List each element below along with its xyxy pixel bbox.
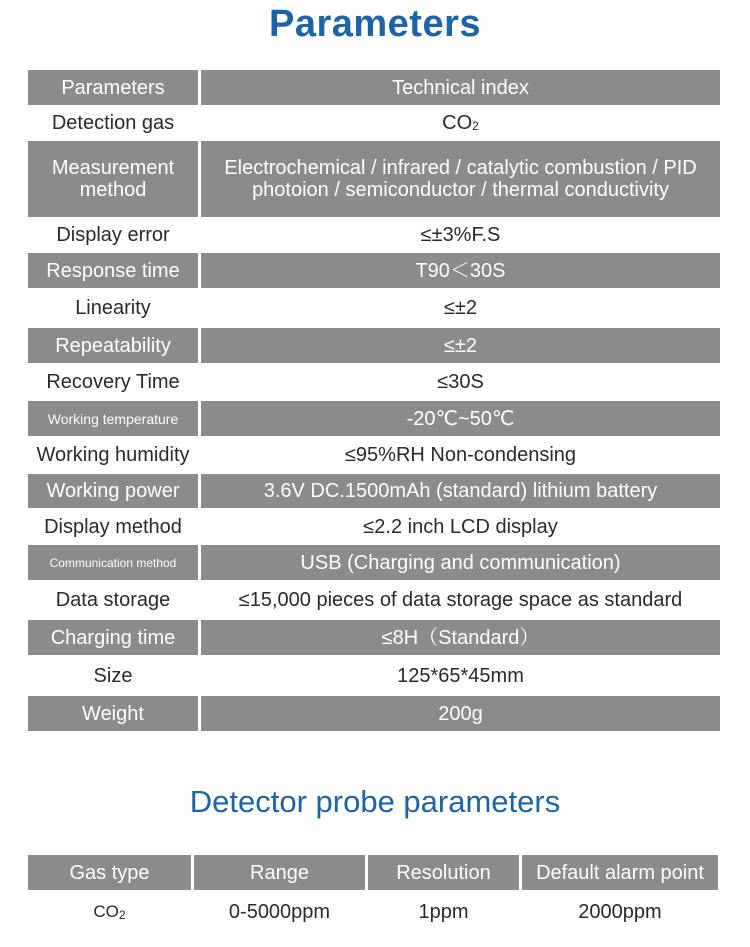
param-key: Size [28, 655, 198, 696]
section-title-probe: Detector probe parameters [189, 784, 561, 819]
probe-gas-subscript: 2 [118, 908, 126, 922]
table-row [28, 217, 720, 253]
param-key: Working humidity [28, 436, 198, 474]
param-value: ≤±3%F.S [201, 217, 720, 253]
table-row [28, 696, 720, 731]
param-value: Electrochemical / infrared / catalytic combustion / PID photoion / semiconductor / thermal conductivity [201, 141, 720, 217]
param-key: Response time [28, 253, 198, 288]
probe-data-row [28, 890, 720, 934]
table-row [28, 474, 720, 508]
probe-resolution: 1ppm [368, 890, 519, 934]
header-resolution: Resolution [368, 855, 519, 890]
table-row [28, 141, 720, 217]
param-value: ≤95%RH Non-condensing [201, 436, 720, 474]
table-row [28, 436, 720, 474]
probe-gas-base: CO [93, 902, 119, 921]
param-key: Repeatability [28, 328, 198, 363]
probe-range: 0-5000ppm [194, 890, 365, 934]
table-row [28, 288, 720, 328]
param-key: Recovery Time [28, 363, 198, 401]
param-value: USB (Charging and communication) [201, 545, 720, 580]
param-key: Linearity [28, 288, 198, 328]
param-key: Working temperature [28, 401, 198, 436]
param-key: Charging time [28, 620, 198, 655]
param-value-base: CO [442, 112, 473, 134]
param-value: ≤±2 [201, 328, 720, 363]
table-row [28, 363, 720, 401]
header-default-alarm-point: Default alarm point [522, 855, 718, 890]
param-value: -20℃~50℃ [201, 401, 720, 436]
probe-header-row [28, 855, 720, 890]
parameters-table [28, 70, 720, 731]
param-key: Working power [28, 474, 198, 508]
table-row [28, 655, 720, 696]
table-row [28, 545, 720, 580]
header-range: Range [194, 855, 365, 890]
param-key: Display error [28, 217, 198, 253]
param-key: Data storage [28, 580, 198, 620]
probe-alarm-point: 2000ppm [522, 890, 718, 934]
param-value: 3.6V DC.1500mAh (standard) lithium battery [201, 474, 720, 508]
table-header-row [28, 70, 720, 105]
param-value: 200g [201, 696, 720, 731]
table-row [28, 253, 720, 288]
param-value: T90＜30S [201, 253, 720, 288]
table-row [28, 580, 720, 620]
param-value: ≤8H（Standard） [201, 620, 720, 655]
param-value: 125*65*45mm [201, 655, 720, 696]
param-key: Communication method [28, 545, 198, 580]
header-technical-index: Technical index [201, 70, 720, 105]
probe-parameters-table [28, 855, 720, 934]
param-value [201, 105, 720, 141]
header-parameters: Parameters [28, 70, 198, 105]
param-value-subscript: 2 [472, 119, 479, 133]
param-value: ≤30S [201, 363, 720, 401]
table-row [28, 328, 720, 363]
param-value: ≤2.2 inch LCD display [201, 508, 720, 545]
param-key: Detection gas [28, 105, 198, 141]
param-value: ≤15,000 pieces of data storage space as standard [201, 580, 720, 620]
table-row [28, 401, 720, 436]
param-key: Display method [28, 508, 198, 545]
table-row [28, 620, 720, 655]
table-row [28, 105, 720, 141]
param-key: Measurement method [28, 141, 198, 217]
probe-gas-type [28, 890, 191, 934]
table-row [28, 508, 720, 545]
header-gas-type: Gas type [28, 855, 191, 890]
param-value: ≤±2 [201, 288, 720, 328]
param-key: Weight [28, 696, 198, 731]
page-title: Parameters [268, 3, 482, 45]
